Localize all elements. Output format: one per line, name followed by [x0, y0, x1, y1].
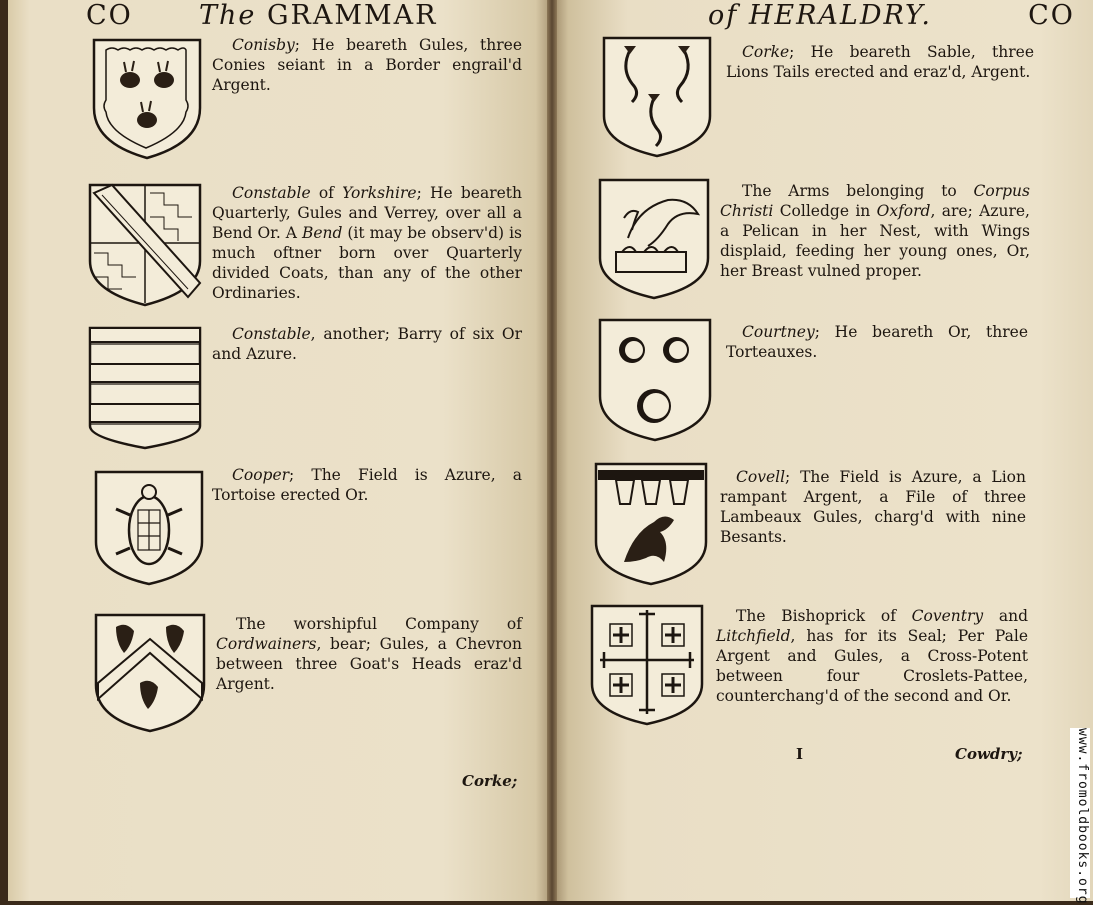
right-header-code: CO	[1028, 0, 1075, 31]
shield-coventry	[590, 604, 706, 726]
entry-covell	[720, 467, 1026, 547]
entry-corpus-place: Oxford	[876, 202, 931, 220]
entry-covell-text: ; The Field is Azure, a Lion rampant Argent, a File of three Lambeaux Gules, charg'd with nine Besants.	[720, 468, 1026, 546]
signature-mark: I	[796, 745, 804, 763]
entry-conisby-text: ; He beareth Gules, three Conies seiant in a Border engrail'd Argent.	[212, 36, 522, 94]
entry-coventry-name: Coventry	[911, 607, 984, 625]
entry-cooper-text: ; The Field is Azure, a Tortoise erected Or.	[212, 466, 522, 504]
entry-corpus-text2: , are; Azure, a Pelican in her Nest, with Wings displaid, feeding her young ones, Or, her Breast vulned proper.	[720, 202, 1030, 280]
entry-cooper-name: Cooper	[232, 466, 290, 484]
entry-constable-of: of	[310, 184, 343, 202]
entry-cordwainers-text: , bear; Gules, a Chevron between three Goat's Heads eraz'd Argent.	[216, 635, 522, 693]
entry-cordwainers	[216, 614, 522, 694]
right-header	[708, 0, 1075, 31]
left-header-title: GRAMMAR	[266, 0, 438, 31]
entry-coventry-lead: The Bishoprick of	[736, 607, 912, 625]
entry-corpus-christi	[720, 181, 1030, 281]
shield-cordwainers-icon	[94, 613, 208, 733]
entry-corpus-text: Colledge in	[773, 202, 877, 220]
entry-courtney-name: Courtney	[742, 323, 815, 341]
entry-courtney-text: ; He beareth Or, three Torteauxes.	[726, 323, 1028, 361]
entry-cordwainers-lead: The worshipful Company of	[236, 615, 522, 633]
shield-covell-icon	[594, 462, 710, 586]
entry-coventry-text2: , has for its Seal; Per Pale Argent and Gules, a Cross-Potent between four Croslets-Pattee, counterchang'd of the second and Or.	[716, 627, 1028, 705]
shield-conisby-icon	[92, 38, 204, 160]
shield-corke	[602, 36, 714, 158]
shield-cordwainers	[94, 613, 208, 733]
left-page	[8, 0, 552, 901]
entry-corke-name: Corke	[742, 43, 790, 61]
entry-constable-term: Bend	[301, 224, 343, 242]
entry-constable-another-name: Constable	[232, 325, 311, 343]
entry-cooper	[212, 465, 522, 505]
entry-constable-text2: (it may be observ'd) is much oftner born over Quarterly divided Coats, than any of the other Ordinaries.	[212, 224, 522, 302]
shield-corke-icon	[602, 36, 714, 158]
entry-constable-place: Yorkshire	[342, 184, 417, 202]
entry-coventry	[716, 606, 1028, 706]
entry-constable-name: Constable	[232, 184, 311, 202]
entry-corpus-lead: The Arms belonging to	[742, 182, 974, 200]
entry-coventry-place: Litchfield	[716, 627, 791, 645]
shield-corpus-christi	[598, 178, 712, 300]
entry-covell-name: Covell	[736, 468, 786, 486]
shield-barry-icon	[88, 326, 204, 450]
left-header-italic: The	[198, 0, 257, 31]
right-header-italic: of HERALDRY.	[708, 0, 932, 31]
entry-cordwainers-name: Cordwainers	[216, 635, 317, 653]
shield-constable-barry	[88, 326, 204, 450]
entry-constable-another-text: , another; Barry of six Or and Azure.	[212, 325, 522, 363]
entry-corpus-name: Corpus Christi	[720, 182, 1030, 220]
left-catchword: Corke;	[462, 772, 518, 790]
entry-constable-text: ; He beareth Quarterly, Gules and Verrey, over all a Bend Or. A	[212, 184, 522, 242]
shield-cooper	[94, 470, 206, 586]
right-catchword: Cowdry;	[955, 745, 1023, 763]
shield-constable	[88, 183, 204, 307]
shield-coventry-icon	[590, 604, 706, 726]
watermark: www.fromoldbooks.org	[1070, 728, 1090, 898]
book-spine	[547, 0, 557, 901]
entry-constable-another	[212, 324, 522, 364]
entry-coventry-text: and	[983, 607, 1029, 625]
entry-constable	[212, 183, 522, 303]
shield-covell	[594, 462, 710, 586]
entry-corke	[726, 42, 1034, 82]
shield-courtney-icon	[598, 318, 714, 442]
left-header-code: CO	[86, 0, 133, 31]
left-header	[86, 0, 437, 31]
entry-conisby	[212, 35, 522, 95]
shield-conisby	[92, 38, 204, 160]
shield-courtney	[598, 318, 714, 442]
shield-constable-icon	[88, 183, 204, 307]
entry-courtney	[726, 322, 1028, 362]
entry-corke-text: ; He beareth Sable, three Lions Tails erected and eraz'd, Argent.	[726, 43, 1034, 81]
shield-cooper-icon	[94, 470, 206, 586]
shield-pelican-icon	[598, 178, 712, 300]
entry-conisby-name: Conisby	[232, 36, 295, 54]
